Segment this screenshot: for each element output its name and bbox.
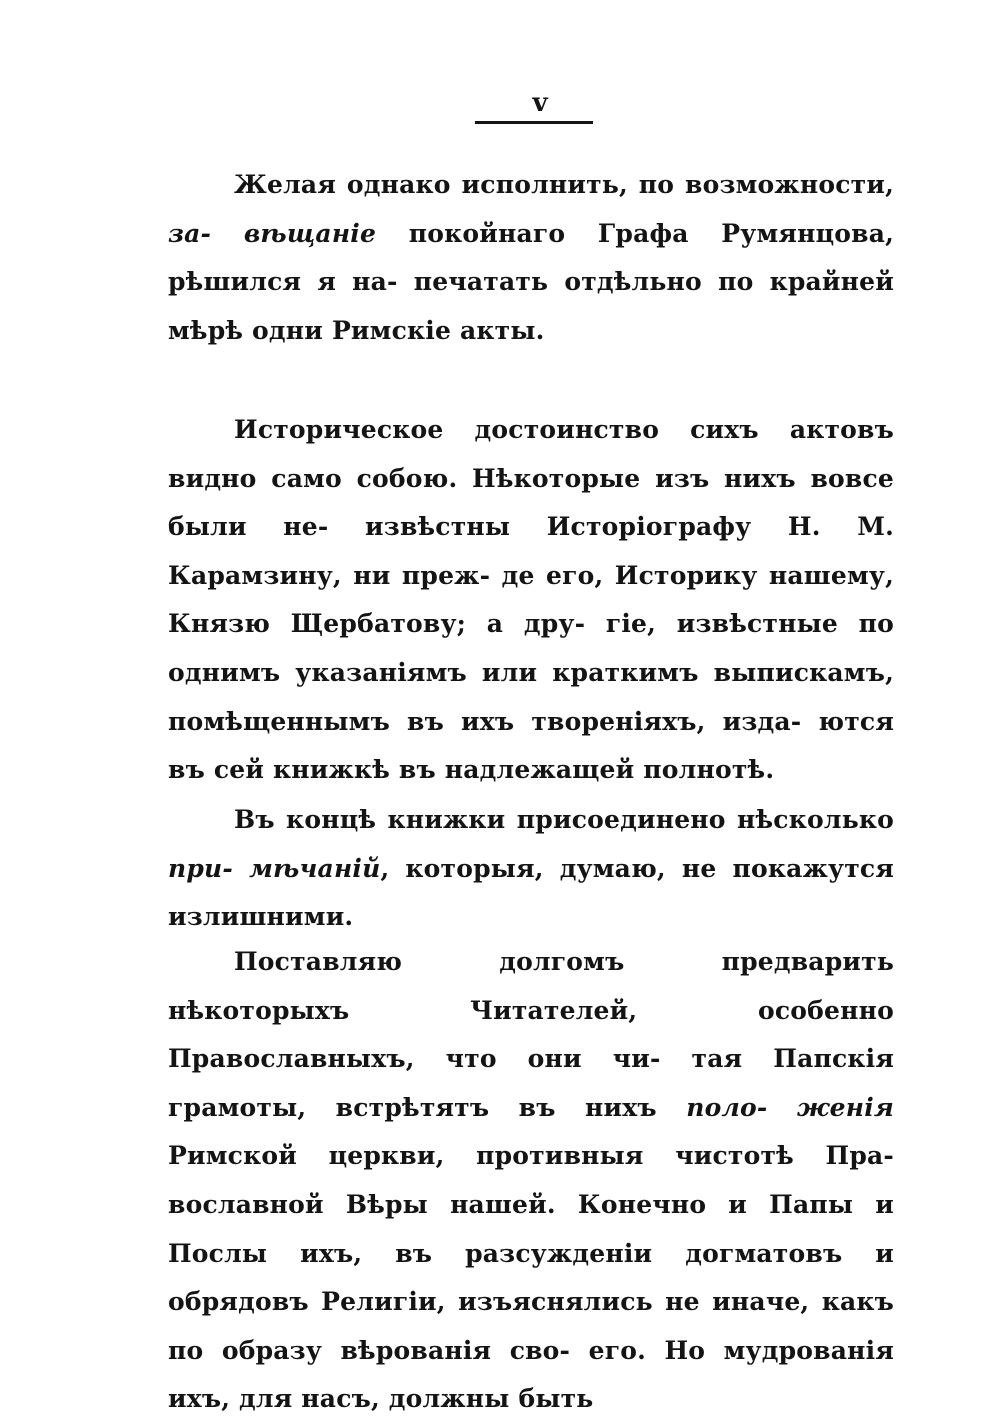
paragraph-1 bbox=[168, 161, 894, 355]
italic-word: при- bbox=[168, 853, 234, 883]
italic-word: за- bbox=[168, 218, 212, 248]
p4-line-3: тая Папскія грамоты, встрѣтятъ въ нихъ поло- bbox=[168, 1044, 895, 1122]
p1-line-2: вѣщаніе покойнаго Графа Румянцова, рѣшился я на- bbox=[168, 218, 894, 297]
italic-word: мѣчаній bbox=[249, 853, 381, 883]
p2-line-5: гіе, извѣстные по однимъ указаніямъ или краткимъ bbox=[168, 609, 894, 687]
p2-line-6: выпискамъ, помѣщеннымъ въ ихъ твореніяхъ, изда- bbox=[168, 657, 894, 736]
page-number: v bbox=[532, 88, 548, 118]
p4-line-4: женія Римской церкви, противныя чистотѣ Пра- bbox=[168, 1092, 895, 1171]
p3-line-2: мѣчаній, которыя, думаю, не покажутся излишними. bbox=[168, 853, 894, 932]
p2-line-1: Историческое достоинство сихъ актовъ видно bbox=[168, 415, 894, 493]
italic-word: поло- bbox=[686, 1092, 768, 1122]
p2-line-2: само собою. Нѣкоторые изъ нихъ вовсе были не- bbox=[168, 463, 895, 542]
paragraph-4 bbox=[168, 938, 894, 1424]
p2-line-7: ются въ сей книжкѣ въ надлежащей полнотѣ. bbox=[168, 706, 895, 785]
italic-word: вѣщаніе bbox=[243, 218, 377, 248]
p4-line-5: вославной Вѣры нашей. Конечно и Папы и Послы bbox=[168, 1189, 894, 1268]
p2-line-3: извѣстны Исторіографу Н. М. Карамзину, ни преж- bbox=[168, 512, 894, 590]
italic-word: женія bbox=[796, 1092, 895, 1122]
paragraph-3 bbox=[168, 796, 894, 942]
p4-line-7: изъяснялись не иначе, какъ по образу вѣрованія сво- bbox=[168, 1287, 894, 1365]
p4-line-2: Читателей, особенно Православныхъ, что они чи- bbox=[168, 995, 894, 1074]
header-rule bbox=[475, 121, 593, 124]
p1-line-1: Желая однако исполнить, по возможности, за- bbox=[168, 170, 894, 248]
p1-line-3: печатать отдѣльно по крайней мѣрѣ одни Римскіе bbox=[168, 267, 895, 345]
p4-line-6: ихъ, въ разсужденіи догматовъ и обрядовъ Религіи, bbox=[168, 1238, 894, 1317]
paragraph-2 bbox=[168, 406, 894, 795]
p3-line-1: Въ концѣ книжки присоединено нѣсколько при- bbox=[168, 805, 894, 883]
p1-line-4: акты. bbox=[459, 315, 545, 345]
p2-line-4: де его, Историку нашему, Князю Щербатову; а дру- bbox=[168, 560, 894, 639]
p4-line-1: Поставляю долгомъ предварить нѣкоторыхъ bbox=[168, 947, 894, 1025]
p4-line-8: его. Но мудрованія ихъ, для насъ, должны быть bbox=[168, 1335, 895, 1414]
